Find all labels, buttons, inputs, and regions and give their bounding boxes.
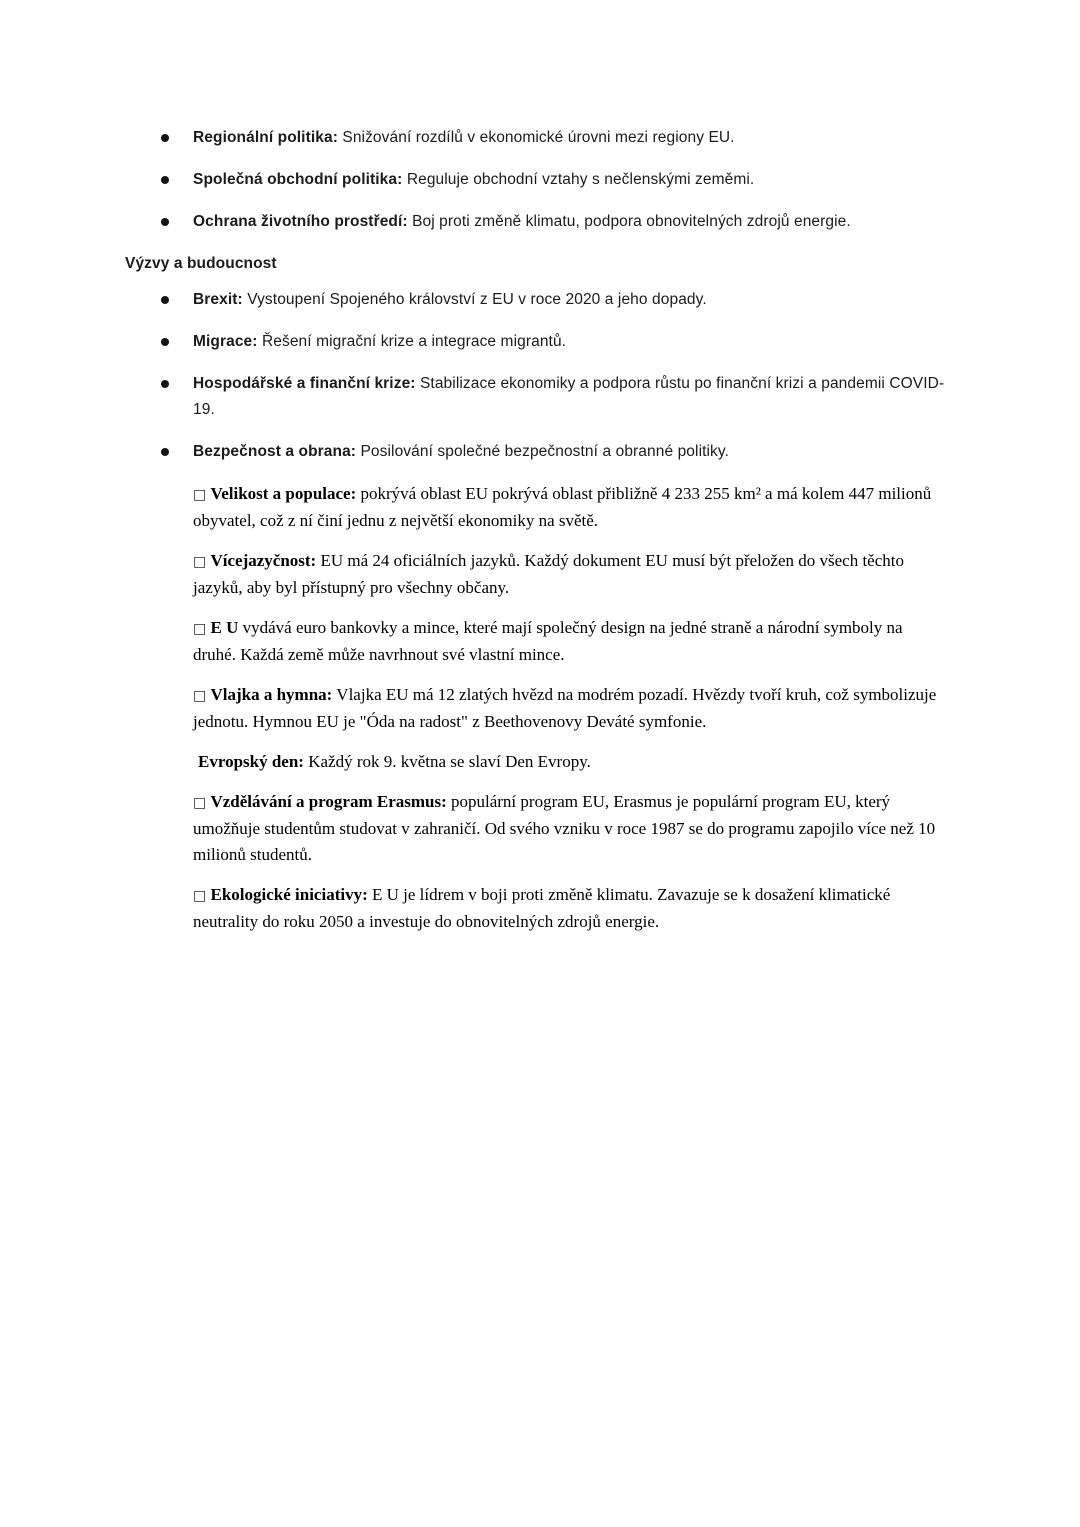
missing-glyph-box-icon: □ (193, 621, 207, 637)
missing-glyph-box-icon: □ (193, 554, 207, 570)
bullet-text: Stabilizace ekonomiky a podpora růstu po finanční krizi a pandemii COVID-19. (193, 375, 945, 418)
bullet-item (125, 439, 950, 465)
bullet-text: Boj proti změně klimatu, podpora obnovitelných zdrojů energie. (412, 213, 851, 230)
fact-label: Evropský den: (198, 752, 304, 771)
bullet-label: Brexit: (193, 291, 243, 308)
bullet-list-challenges (125, 287, 950, 465)
fact-paragraph (193, 481, 949, 534)
fact-label: E U (210, 618, 239, 637)
fact-label: Vícejazyčnost: (210, 551, 317, 570)
fact-label: Velikost a populace: (210, 484, 357, 503)
bullet-icon (161, 380, 169, 388)
bullet-text: Posilování společné bezpečnostní a obranné politiky. (360, 443, 730, 460)
bullet-item (125, 329, 950, 355)
bullet-item (125, 371, 950, 423)
bullet-text: Reguluje obchodní vztahy s nečlenskými zeměmi. (406, 171, 755, 188)
bullet-label: Migrace: (193, 333, 258, 350)
bullet-text: Vystoupení Spojeného království z EU v roce 2020 a jeho dopady. (247, 291, 707, 308)
bullet-icon (161, 134, 169, 142)
bullet-item (125, 167, 950, 193)
fact-paragraph (193, 682, 949, 735)
missing-glyph-box-icon: □ (193, 688, 207, 704)
bullet-label: Bezpečnost a obrana: (193, 443, 357, 460)
bullet-item (125, 125, 950, 151)
bullet-label: Regionální politika: (193, 129, 338, 146)
fact-text: populární program EU, Erasmus je populární program EU, který umožňuje studentům studovat v zahraničí. Od svého vzniku v roce 1987 se do programu zapojilo více než 10 milionů studentů. (193, 792, 936, 864)
document-content (125, 125, 950, 949)
bullet-icon (161, 448, 169, 456)
bullet-icon (161, 296, 169, 304)
bullet-icon (161, 338, 169, 346)
bullet-label: Společná obchodní politika: (193, 171, 403, 188)
fact-paragraph (193, 789, 949, 868)
fact-label: Vlajka a hymna: (210, 685, 333, 704)
missing-glyph-box-icon: □ (193, 888, 207, 904)
fact-label: Vzdělávání a program Erasmus: (210, 792, 447, 811)
bullet-text: Snižování rozdílů v ekonomické úrovni mezi regiony EU. (342, 129, 735, 146)
fact-text: Vlajka EU má 12 zlatých hvězd na modrém pozadí. Hvězdy tvoří kruh, což symbolizuje jednotu. Hymnou EU je "Óda na radost" z Beethovenovy Deváté symfonie. (193, 685, 937, 731)
missing-glyph-box-icon: □ (193, 487, 207, 503)
bullet-list-policies (125, 125, 950, 235)
section-heading: Výzvy a budoucnost (125, 255, 277, 272)
bullet-item (125, 287, 950, 313)
bullet-text: Řešení migrační krize a integrace migrantů. (261, 333, 567, 350)
missing-glyph-box-icon: □ (193, 795, 207, 811)
fact-paragraph (193, 615, 949, 668)
fact-paragraph (193, 749, 949, 775)
fact-label: Ekologické iniciativy: (210, 885, 368, 904)
bullet-item (125, 209, 950, 235)
fact-paragraph (193, 882, 949, 935)
fact-text: pokrývá oblast EU pokrývá oblast přibližně 4 233 255 km² a má kolem 447 milionů obyvatel, což z ní činí jednu z největší ekonomiky na světě. (193, 484, 932, 530)
bullet-icon (161, 176, 169, 184)
bullet-label: Hospodářské a finanční krize: (193, 375, 416, 392)
fact-text: EU má 24 oficiálních jazyků. Každý dokument EU musí být přeložen do všech těchto jazyků, aby byl přístupný pro všechny občany. (193, 551, 904, 597)
fact-text: Každý rok 9. května se slaví Den Evropy. (308, 752, 591, 771)
fact-text: E U je lídrem v boji proti změně klimatu. Zavazuje se k dosažení klimatické neutrality do roku 2050 a investuje do obnovitelných zdrojů energie. (193, 885, 891, 931)
bullet-icon (161, 218, 169, 226)
facts-section (125, 481, 950, 935)
fact-paragraph (193, 548, 949, 601)
fact-text: vydává euro bankovky a mince, které mají společný design na jedné straně a národní symboly na druhé. Každá země může navrhnout své vlastní mince. (193, 618, 903, 664)
bullet-label: Ochrana životního prostředí: (193, 213, 408, 230)
